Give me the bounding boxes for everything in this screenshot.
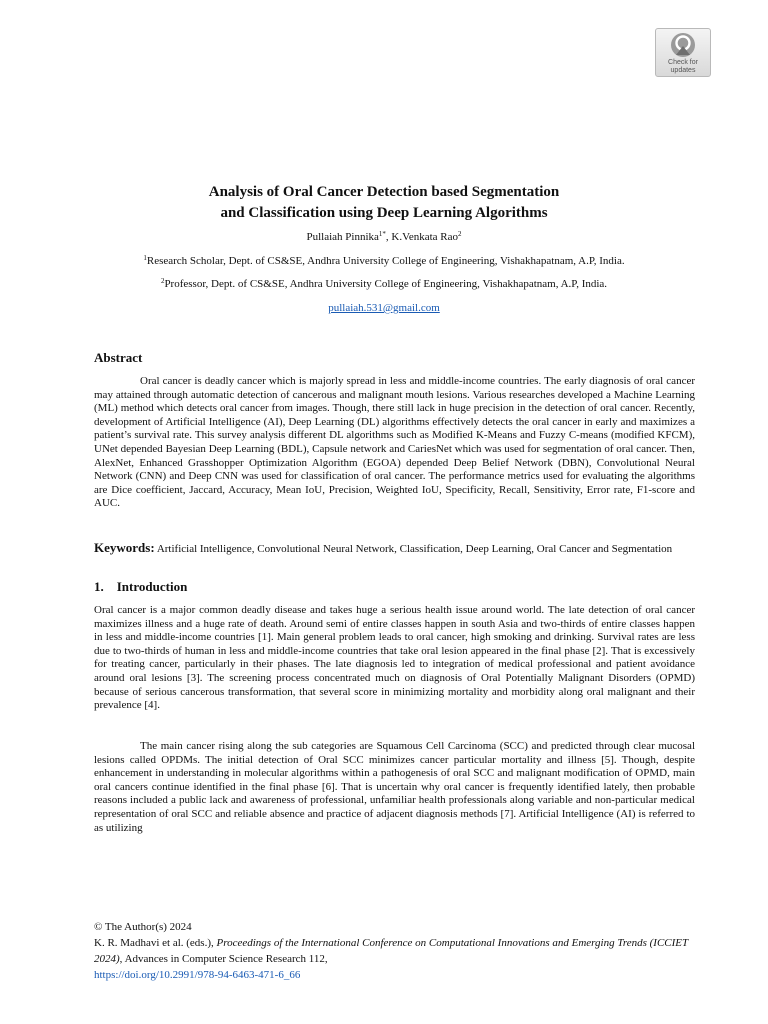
title-line2: and Classification using Deep Learning Algorithms — [220, 205, 548, 221]
abstract-text: Oral cancer is deadly cancer which is majorly spread in less and middle-income countries. The early diagnosis of oral cancer may attained through automatic detection of cancerous and malignant mouth lesions. Various researches developed a Machine Learning (ML) method which detects oral cancer from images. Though, there still lack in huge precision in the detection of oral cancer. Recently, development of Artificial Intelligence (AI), Deep Learning (DL) algorithms effectively detects the oral cancer in early and maximizes a patient’s survival rate. This survey analysis different DL algorithms such as Modified K-Means and Fuzzy C-means (modified KFCM), UNet depended Bayesian Deep Learning (BDL), Capsule network and CariesNet which was used for segmentation of oral cancer. Then, AlexNet, Enhanced Grasshopper Optimization Algorithm (EGOA) depended Deep Belief Network (DBN), Convolutional Neural Network (CNN) and Deep CNN was used for classification of oral cancer. The performance metrics used for evaluating the algorithms are Dice coefficient, Jaccard, Accuracy, Mean IoU, Precision, Weighted IoU, Specificity, Recall, Sensitivity, Error rate, F1-score and AUC. — [94, 375, 695, 510]
keywords — [94, 541, 695, 556]
affiliation-2-text: Professor, Dept. of CS&SE, Andhra University College of Engineering, Vishakhapatnam, A.P, India. — [164, 278, 608, 290]
email-link[interactable]: pullaiah.531@gmail.com — [328, 302, 440, 314]
author2-name: K.Venkata Rao — [391, 231, 458, 243]
abstract-heading: Abstract — [94, 350, 143, 365]
page-footer — [94, 919, 695, 983]
section-heading-introduction: 1. Introduction — [94, 579, 188, 594]
badge-line2: updates — [670, 67, 696, 74]
keywords-text: Artificial Intelligence, Convolutional Neural Network, Classification, Deep Learning, Oral Cancer and Segmentation — [154, 543, 673, 555]
keywords-label: Keywords: — [94, 540, 155, 555]
copyright-notice: © The Author(s) 2024 — [94, 921, 192, 933]
paper-title — [96, 182, 672, 224]
citation-editors: K. R. Madhavi et al. (eds.), — [94, 937, 217, 949]
citation-proceedings: Proceedings of the International Conference on Computational Innovations and Emerging Trends (ICCIET 2024) — [94, 937, 688, 965]
affiliation-1-text: Research Scholar, Dept. of CS&SE, Andhra University College of Engineering, Vishakhapatnam, A.P, India. — [146, 255, 625, 267]
author2-affil-mark: 2 — [458, 230, 462, 238]
affiliation-2 — [96, 277, 672, 291]
title-line1: Analysis of Oral Cancer Detection based Segmentation — [208, 184, 560, 200]
author1-affil-mark: 1* — [378, 230, 386, 238]
badge-line1: Check for — [668, 59, 698, 66]
intro-paragraph-1: Oral cancer is a major common deadly disease and takes huge a serious health issue around world. The late detection of oral cancer maximizes illness and a huge rate of death. Around semi of entire classes happen in south Asia and two-thirds of entire classes happen in less and middle-income countries [1]. Main general problem leads to oral cancer, high smoking and drinking. Survival rates are less due to two-thirds of human in less and middle-income countries that take oral lesion appeared in the final phase [2]. That is excessively for treating cancer, particularly in their phases. The late diagnosis led to integration of medical professional and patient avoidance around oral lesions [3]. The screening process concentrated much on diagnosis of Oral Potentially Malignant Disorders (OPMD) because of serious cancerous transformation, that several score in minimizing mortality and morbidity along oral malignant and their prevalence [4]. — [94, 604, 695, 712]
affiliation-2-mark: 2 — [160, 277, 165, 285]
intro-paragraph-2: The main cancer rising along the sub categories are Squamous Cell Carcinoma (SCC) and predicted through clear mucosal lesions called OPDMs. The initial detection of Oral SCC minimizes cancer particular mortality and illness [5]. Though, despite enhancement in understanding in molecular algorithms within a pathogenesis of oral SCC and malignant modification of OPMD, main oral cancers continue identified in the final phase [6]. That is uncertain why oral cancer is frequently identified lately, then probable reasons included a public lack and awareness of professional, unfamiliar health professionals along variable and non-particular medical representation of oral SCC and reliable absence and practice of adjacent diagnosis methods [7]. Artificial Intelligence (AI) is referred to as utilizing — [94, 740, 695, 834]
citation — [94, 935, 695, 967]
check-for-updates-icon — [670, 32, 696, 58]
check-for-updates-badge[interactable] — [655, 28, 711, 77]
affiliation-1-mark: 1 — [143, 254, 147, 262]
affiliation-1 — [96, 254, 672, 268]
author-list — [96, 230, 672, 244]
doi-link[interactable]: https://doi.org/10.2991/978-94-6463-471-6_66 — [94, 969, 301, 981]
author-separator: , — [385, 231, 392, 243]
author1-name: Pullaiah Pinnika — [306, 231, 379, 243]
author-email — [96, 301, 672, 315]
citation-series: , Advances in Computer Science Research 112, — [119, 953, 328, 965]
